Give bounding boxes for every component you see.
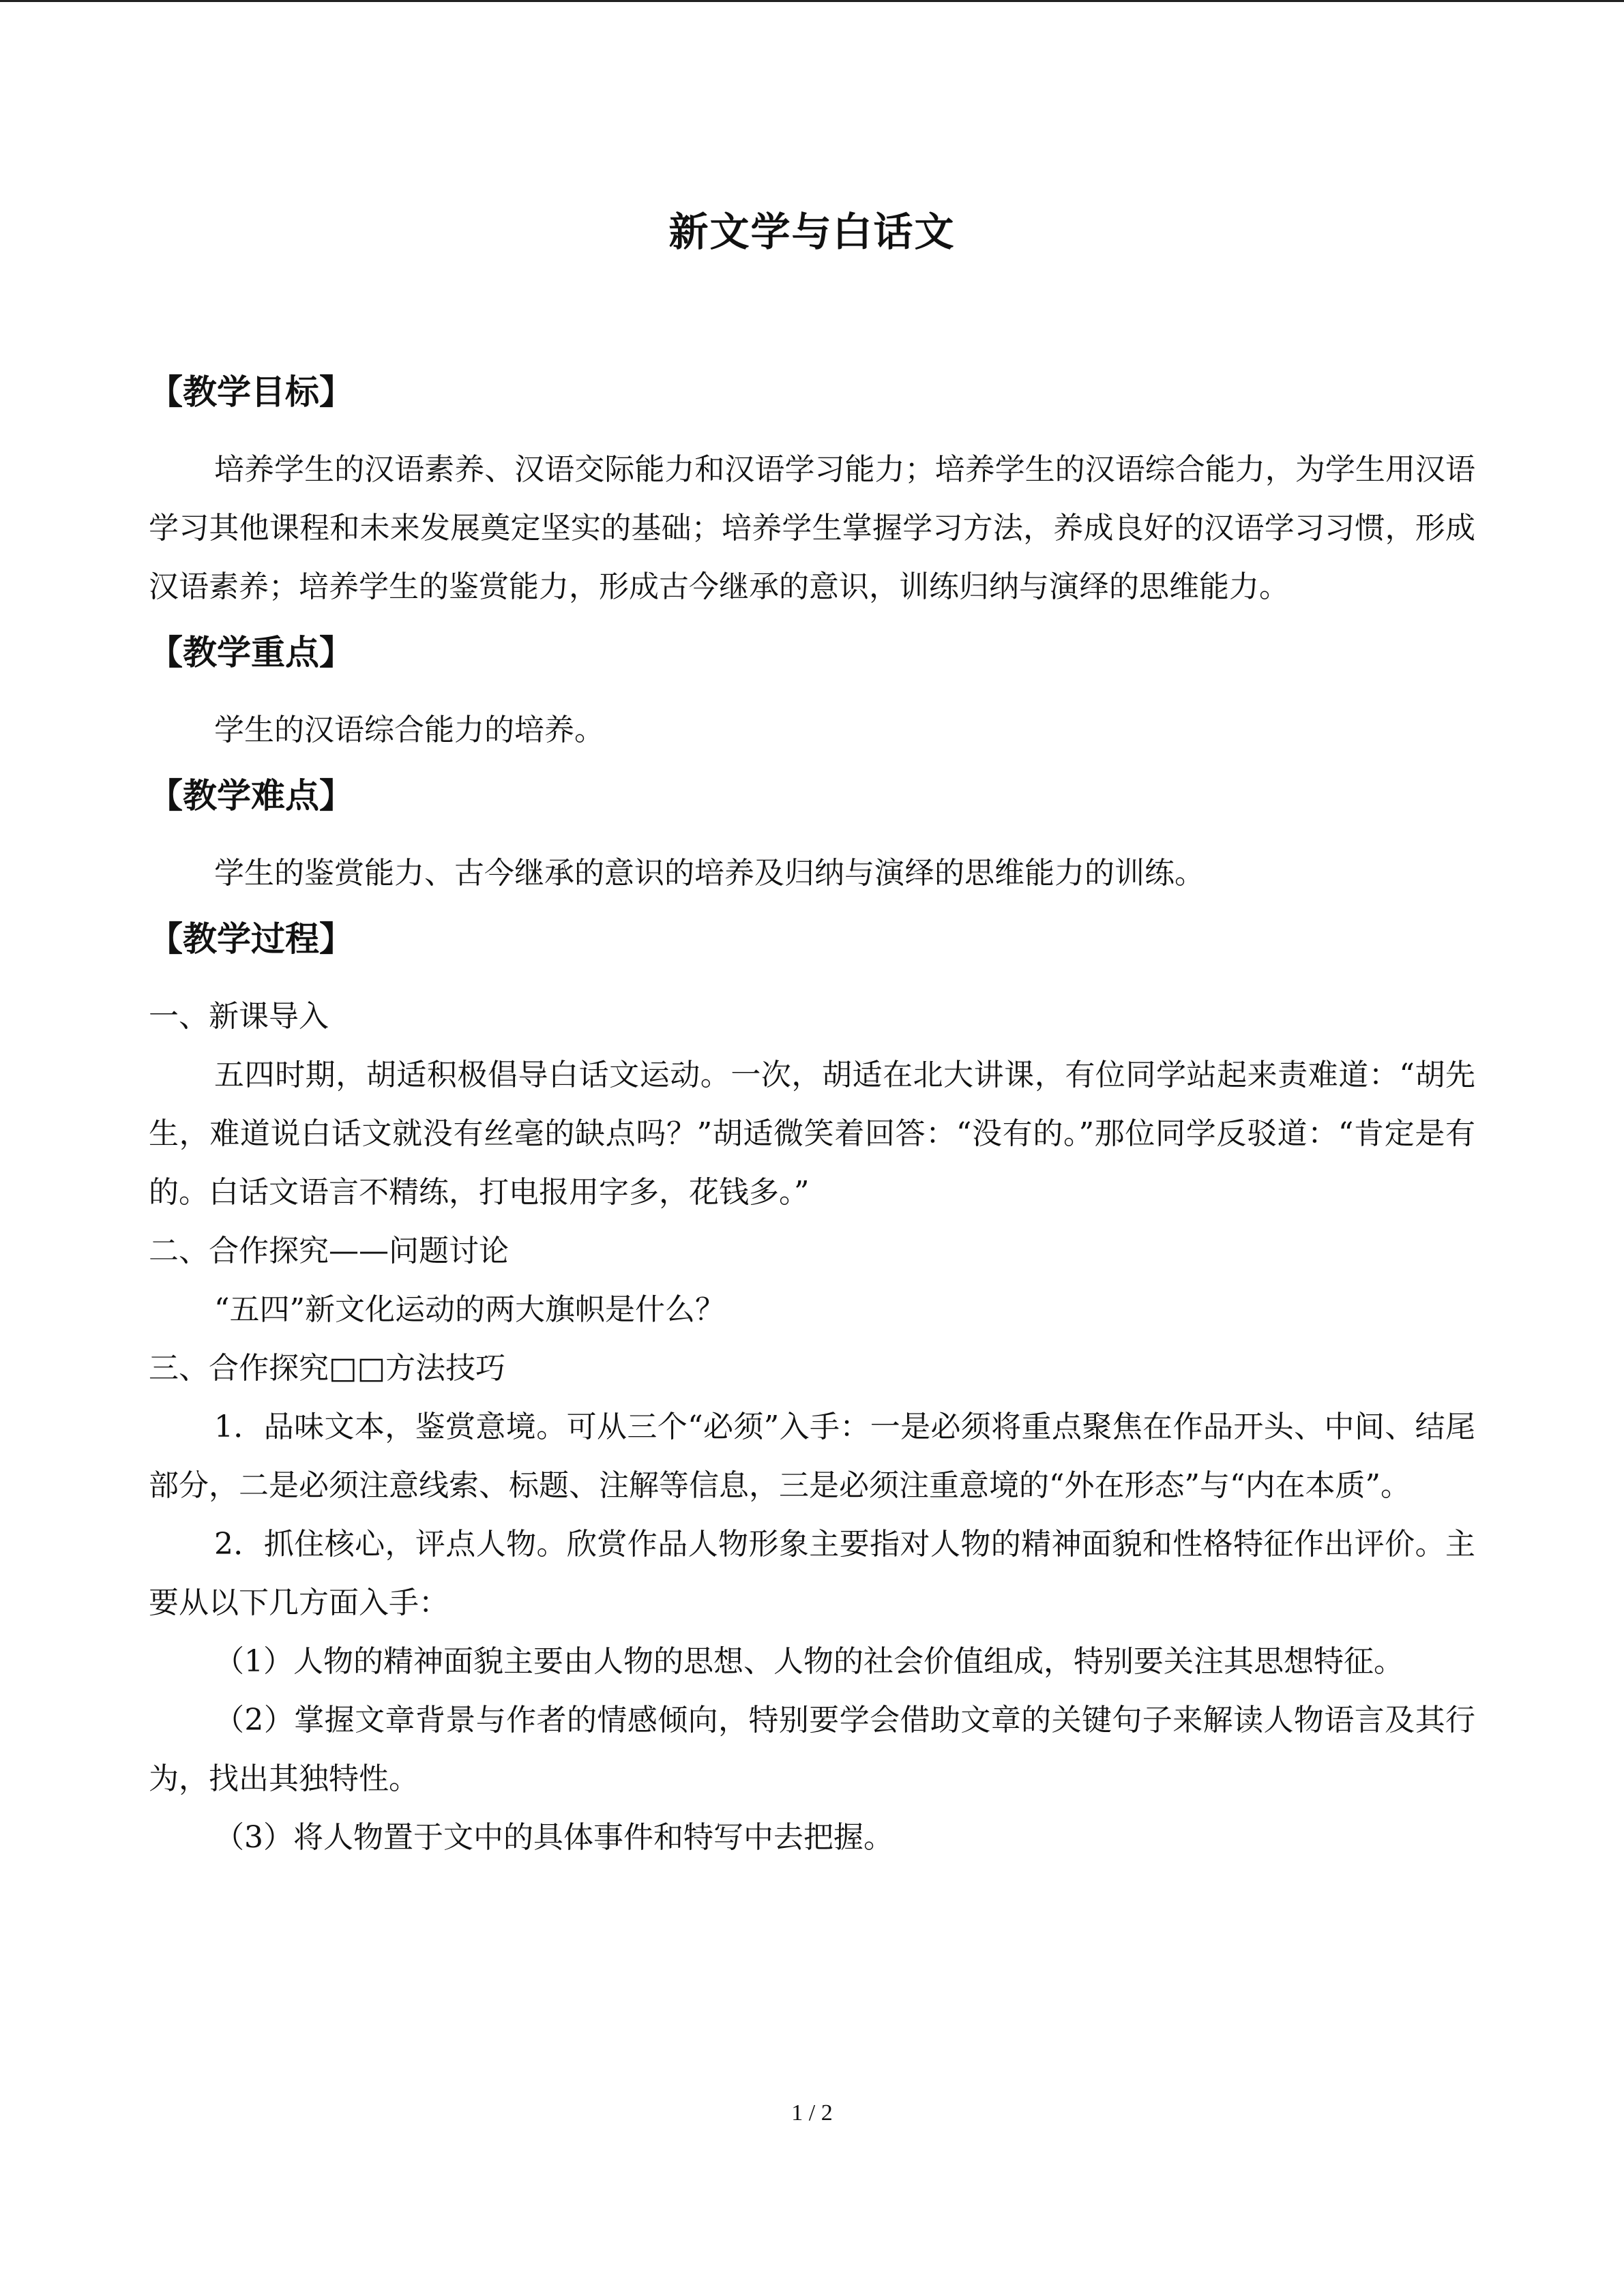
process-part3-title: 三、合作探究□□方法技巧 (149, 1351, 506, 1386)
process-sub-item-3: （3）将人物置于文中的具体事件和特写中去把握。 (214, 1820, 894, 1855)
process-part1-text: 五四时期，胡适积极倡导白话文运动。一次，胡适在北大讲课，有位同学站起来责难道：“胡先生，难道说白话文就没有丝毫的缺点吗？”胡适微笑着回答：“没有的。”那位同学反驳道：“肯定是有的。白话文语言不精练，打电报用字多，花钱多。” (149, 1058, 1475, 1210)
process-part1-title: 一、新课导入 (149, 999, 329, 1034)
key-points-heading: 【教学重点】 (149, 633, 353, 672)
page-number: 1 / 2 (791, 2100, 833, 2126)
difficulties-text: 学生的鉴赏能力、古今继承的意识的培养及归纳与演绎的思维能力的训练。 (214, 856, 1205, 891)
document-title: 新文学与白话文 (668, 209, 956, 255)
key-points-text: 学生的汉语综合能力的培养。 (214, 713, 604, 747)
difficulties-heading: 【教学难点】 (149, 776, 353, 816)
process-part2-text: “五四”新文化运动的两大旗帜是什么？ (214, 1292, 725, 1327)
process-sub-item-2: （2）掌握文章背景与作者的情感倾向，特别要学会借助文章的关键句子来解读人物语言及其行为，找出其独特性。 (149, 1703, 1475, 1796)
process-item-2: 2．抓住核心，评点人物。欣赏作品人物形象主要指对人物的精神面貌和性格特征作出评价。主要从以下几方面入手： (149, 1527, 1475, 1620)
document-page (149, 205, 1475, 1867)
top-border-line (0, 0, 1624, 2)
objectives-text: 培养学生的汉语素养、汉语交际能力和汉语学习能力；培养学生的汉语综合能力，为学生用汉语学习其他课程和未来发展奠定坚实的基础；培养学生掌握学习方法，养成良好的汉语学习习惯，形成汉语素养；培养学生的鉴赏能力，形成古今继承的意识，训练归纳与演绎的思维能力。 (149, 452, 1475, 604)
objectives-heading: 【教学目标】 (149, 372, 353, 412)
process-part2-title: 二、合作探究——问题讨论 (149, 1234, 509, 1268)
process-heading: 【教学过程】 (149, 919, 353, 959)
process-item-1: 1．品味文本，鉴赏意境。可从三个“必须”入手：一是必须将重点聚焦在作品开头、中间、结尾部分，二是必须注意线索、标题、注解等信息，三是必须注重意境的“外在形态”与“内在本质”。 (149, 1410, 1475, 1503)
process-sub-item-1: （1）人物的精神面貌主要由人物的思想、人物的社会价值组成，特别要关注其思想特征。 (214, 1644, 1404, 1679)
